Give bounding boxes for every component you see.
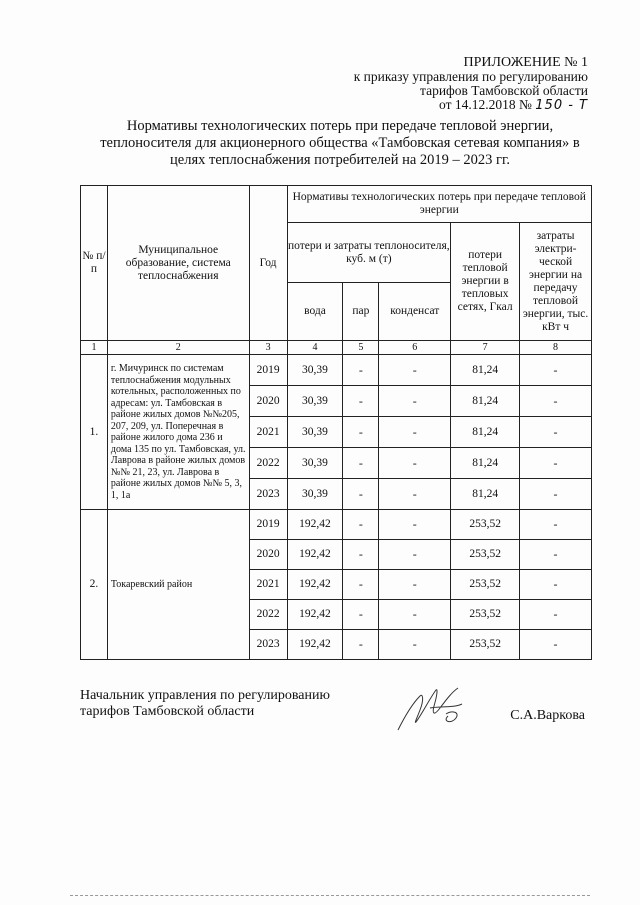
year-cell: 2023 — [249, 630, 287, 660]
condensate-cell: - — [379, 386, 451, 417]
steam-cell: - — [343, 510, 379, 540]
header-heat-losses: потери тепловой энергии в тепловых сетях, Гкал — [451, 223, 520, 341]
steam-cell: - — [343, 570, 379, 600]
year-cell: 2022 — [249, 448, 287, 479]
water-cell: 30,39 — [287, 355, 343, 386]
year-cell: 2021 — [249, 570, 287, 600]
scan-edge-line — [70, 895, 590, 899]
water-cell: 192,42 — [287, 510, 343, 540]
steam-cell: - — [343, 355, 379, 386]
header-norms: Нормативы технологических потерь при передаче тепловой энергии — [287, 186, 591, 223]
column-numbers-row — [81, 341, 592, 355]
condensate-cell: - — [379, 417, 451, 448]
column-number: 4 — [287, 341, 343, 355]
appendix-title: ПРИЛОЖЕНИЕ № 1 — [463, 55, 588, 70]
heat-cell: 253,52 — [451, 540, 520, 570]
steam-cell: - — [343, 630, 379, 660]
steam-cell: - — [343, 479, 379, 510]
heat-cell: 81,24 — [451, 355, 520, 386]
water-cell: 192,42 — [287, 540, 343, 570]
row-number: 1. — [81, 355, 108, 510]
water-cell: 30,39 — [287, 417, 343, 448]
appendix-date-line — [288, 98, 588, 113]
water-cell: 192,42 — [287, 570, 343, 600]
electricity-cell: - — [520, 417, 592, 448]
electricity-cell: - — [520, 630, 592, 660]
electricity-cell: - — [520, 479, 592, 510]
signer-name: С.А.Варкова — [510, 708, 585, 723]
electricity-cell: - — [520, 600, 592, 630]
heat-cell: 253,52 — [451, 600, 520, 630]
electricity-cell: - — [520, 540, 592, 570]
condensate-cell: - — [379, 355, 451, 386]
heat-cell: 253,52 — [451, 570, 520, 600]
column-number: 1 — [81, 341, 108, 355]
appendix-order-line: к приказу управления по регулированию — [353, 69, 588, 84]
header-water: вода — [287, 283, 343, 341]
water-cell: 30,39 — [287, 448, 343, 479]
order-number-symbol: № — [519, 97, 532, 112]
electricity-cell: - — [520, 510, 592, 540]
electricity-cell: - — [520, 570, 592, 600]
year-cell: 2022 — [249, 600, 287, 630]
signer-position-line-1: Начальник управления по регулированию — [80, 688, 330, 703]
steam-cell: - — [343, 386, 379, 417]
document-title — [80, 118, 600, 169]
header-electricity: затраты электри-ческой энергии на передачу тепловой энергии, тыс. кВт ч — [520, 223, 592, 341]
column-number: 3 — [249, 341, 287, 355]
heat-cell: 253,52 — [451, 630, 520, 660]
condensate-cell: - — [379, 570, 451, 600]
signer-position — [80, 688, 330, 720]
condensate-cell: - — [379, 479, 451, 510]
condensate-cell: - — [379, 540, 451, 570]
table-row — [81, 355, 592, 386]
header-num: № п/п — [81, 186, 108, 341]
electricity-cell: - — [520, 448, 592, 479]
norms-table — [80, 185, 592, 660]
title-line-1: Нормативы технологических потерь при передаче тепловой энергии, — [126, 118, 554, 134]
heat-cell: 81,24 — [451, 417, 520, 448]
water-cell: 192,42 — [287, 600, 343, 630]
header-year: Год — [249, 186, 287, 341]
municipality-name: Токаревский район — [107, 510, 249, 660]
steam-cell: - — [343, 540, 379, 570]
steam-cell: - — [343, 417, 379, 448]
signer-position-line-2: тарифов Тамбовской области — [80, 704, 255, 719]
condensate-cell: - — [379, 510, 451, 540]
heat-cell: 253,52 — [451, 510, 520, 540]
column-number: 6 — [379, 341, 451, 355]
heat-cell: 81,24 — [451, 448, 520, 479]
condensate-cell: - — [379, 630, 451, 660]
column-number: 2 — [107, 341, 249, 355]
steam-cell: - — [343, 600, 379, 630]
column-number: 7 — [451, 341, 520, 355]
water-cell: 30,39 — [287, 479, 343, 510]
municipality-name: г. Мичуринск по системам теплоснабжения модульных котельных, расположенных по адресам: ул. Тамбовская в районе жилых домов №№205, 207, 209, ул. Поперечная в районе жилого дома 236 и дома 135 по ул. Тамбовская, ул. Лаврова в районе жилых домов №№ 21, 23, ул. Лаврова в районе жилых домов №№ 5, 3, 1, 1а — [107, 355, 249, 510]
header-condensate: конденсат — [379, 283, 451, 341]
heat-cell: 81,24 — [451, 386, 520, 417]
year-cell: 2023 — [249, 479, 287, 510]
electricity-cell: - — [520, 355, 592, 386]
year-cell: 2019 — [249, 355, 287, 386]
steam-cell: - — [343, 448, 379, 479]
condensate-cell: - — [379, 448, 451, 479]
year-cell: 2020 — [249, 540, 287, 570]
signature-stroke — [398, 688, 462, 730]
handwritten-signature — [390, 678, 490, 738]
title-line-3: целях теплоснабжения потребителей на 2019 – 2023 гг. — [170, 152, 510, 168]
condensate-cell: - — [379, 600, 451, 630]
header-carrier-losses: потери и затраты теплоносителя, куб. м (т) — [287, 223, 451, 283]
order-number: 150 - Т — [535, 98, 588, 113]
column-number: 8 — [520, 341, 592, 355]
appendix-header — [288, 56, 588, 113]
water-cell: 192,42 — [287, 630, 343, 660]
table-row — [81, 510, 592, 540]
electricity-cell: - — [520, 386, 592, 417]
year-cell: 2021 — [249, 417, 287, 448]
row-number: 2. — [81, 510, 108, 660]
year-cell: 2020 — [249, 386, 287, 417]
title-line-2: теплоносителя для акционерного общества «Тамбовская сетевая компания» в — [100, 135, 580, 151]
year-cell: 2019 — [249, 510, 287, 540]
order-date: от 14.12.2018 — [439, 97, 516, 112]
appendix-authority-line: тарифов Тамбовской области — [420, 83, 588, 98]
header-steam: пар — [343, 283, 379, 341]
water-cell: 30,39 — [287, 386, 343, 417]
header-municipality: Муниципальное образование, система теплоснабжения — [107, 186, 249, 341]
heat-cell: 81,24 — [451, 479, 520, 510]
column-number: 5 — [343, 341, 379, 355]
